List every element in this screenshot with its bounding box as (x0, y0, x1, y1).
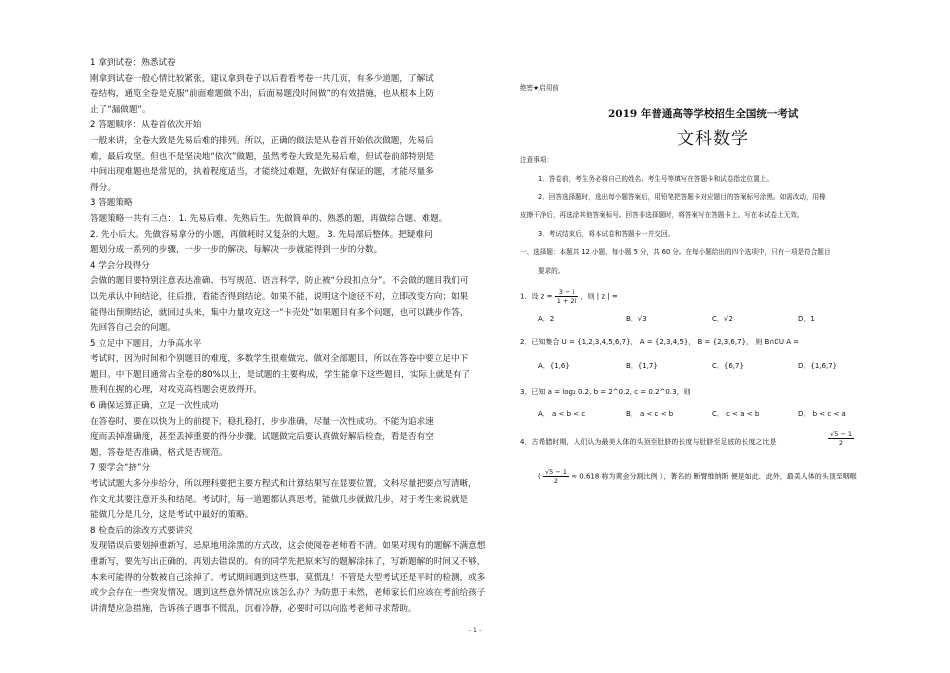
question-3: 3．已知 a = log₂ 0.2, b = 2^0.2, c = 0.2^0.3，则 (520, 388, 691, 396)
question-1 (520, 288, 618, 305)
exam-title: 2019 年普通高等学校招生全国统一考试 (608, 108, 799, 120)
question-4-cont: ( $\frac{√5 - 1}{2}$ ≈ 0.618 称为黄金分割比例 ），著名的 断臂维纳斯 便是如此．此外，最美人体的头顶至咽喉 (538, 468, 857, 485)
tips-line: 2 答题顺序：从卷首依次开始 (90, 120, 202, 131)
q1-option-b: B．√3 (626, 315, 647, 323)
tips-line: 以先承认中间结论，往后推，看能否得到结论。如果不能，说明这个途径不对，立即改变方向；如果 (90, 291, 469, 302)
tips-line: 刚拿到试卷一般心情比较紧张，建议拿到卷子以后看看考卷一共几页，有多少道题，了解试 (90, 73, 434, 84)
tips-line: 得分。 (90, 182, 116, 193)
tips-line: 发现错误后要划掉重新写，忌原地用涂黑的方式改，这会使阅卷老师看不清。如果对现有的题解不满意想 (90, 541, 486, 552)
subject-title: 文科数学 (677, 129, 749, 149)
page-number: - 1 - (468, 626, 482, 634)
q1-option-a: A．2 (538, 315, 555, 323)
tips-line: 度而丢掉准确度，甚至丢掉重要的得分步骤。试题做完后要认真做好解后检查，看是否有空 (90, 432, 434, 443)
tips-line: 考试时，因为时间和个别题目的难度，多数学生很难做完、做对全部题目，所以在答卷中要立足中下 (90, 354, 469, 365)
question-4-cont-text: ≈ 0.618 称为黄金分割比例 ），著名的 断臂维纳斯 便是如此．此外，最美人体的头顶至咽喉 (571, 472, 857, 481)
fraction-numerator: 3 − i (555, 288, 579, 297)
tips-line: 重新写，要先写出正确的，再划去错误的。有的同学先把原来写的题解涂抹了，写新题解的时间又不够， (90, 557, 486, 567)
question-2: 2．已知集合 U = {1,2,3,4,5,6,7}， A = {2,3,4,5}， B = {2,3,6,7}， 则 B∩∁U A = (520, 338, 800, 346)
tips-line: 中间出现难题也是常见的，执着程度适当，才能绕过难题，先做好有保证的题，才能尽量多 (90, 167, 434, 178)
tips-line: 作文尤其要注意开头和结尾。考试时，每一道题都认真思考，能做几步就做几步，对于考生来说就是 (90, 494, 469, 505)
fraction-denominator: 2 (838, 439, 844, 447)
tips-line: 胜利在握的心理，对攻克高档题会更放得开。 (90, 385, 262, 396)
fraction-numerator: √5 − 1 (830, 430, 852, 438)
notice-item-2a: 2．回答选择题时，选出每小题答案后，用铅笔把答题卡对应题目的答案标号涂黑。如需改动，用橡 (538, 193, 826, 201)
notice-item-2b: 皮擦干净后，再选涂其他答案标号。回答非选择题时，将答案写在答题卡上。写在本试卷上无效。 (520, 211, 804, 219)
tips-line: 一般来讲，全卷大致是先易后难的排列。所以，正确的做法是从卷首开始依次做题，先易后 (90, 135, 434, 146)
tips-line: 本来可能得的分数被自己涂掉了。考试期间遇到这些事，莫慌乱！不管是大型考试还是平时的检测，或多 (90, 572, 486, 583)
confidential-mark: 绝密★启用前 (520, 84, 559, 92)
fraction-denominator: 2 (553, 477, 559, 485)
q2-option-d: D．{1,6,7} (798, 362, 838, 370)
notice-item-1: 1．答卷前，考生务必将自己的姓名、考生号等填写在答题卡和试卷指定位置上。 (538, 175, 773, 183)
q3-option-d: D． b < c < a (798, 410, 846, 418)
tips-line: 7 要学会“挤”分 (90, 463, 151, 474)
section-one-heading-cont: 要求的。 (538, 267, 565, 275)
exam-tips-column (90, 56, 510, 617)
q1-option-c: C．√2 (712, 315, 733, 323)
tips-line: 在答卷时，要在以快为上的前提下，稳扎稳打，步步准确，尽量一次性成功。不能为追求速 (90, 416, 434, 427)
tips-line: 2. 先小后大。先做容易拿分的小题，再做耗时又复杂的大题。 3. 先局部后整体。把疑难问 (90, 229, 433, 240)
golden-ratio-fraction (828, 430, 854, 447)
fraction-numerator: √5 − 1 (544, 468, 567, 476)
tips-line: 止了“漏做题”。 (90, 104, 151, 115)
tips-line: 或少会存在一些突发情况。遇到这些意外情况应该怎么办？为防患于未然，老师家长们应该在考前给孩子 (90, 588, 486, 599)
question-1-fraction (555, 288, 579, 305)
tips-line: 题目。中下题目通常占全卷的80%以上，是试题的主要构成，学生能拿下这些题目，实际上就是有了 (90, 369, 471, 380)
tips-line: 题划分成一系列的步骤，一步一步的解决，每解决一步就能得到一步的分数。 (90, 245, 383, 256)
notice-heading: 注意事项： (520, 156, 553, 164)
tips-line: 6 确保运算正确，立足一次性成功 (90, 401, 219, 412)
tips-line: 能做几分是几分，这是考试中最好的策略。 (90, 510, 254, 521)
tips-line: 先回答自己会的问题。 (90, 323, 176, 334)
q2-option-b: B．{1,7} (626, 362, 658, 370)
question-1-suffix: ，则 | z | = (580, 292, 618, 301)
notice-item-3: 3．考试结束后，将本试卷和答题卡一并交回。 (538, 230, 675, 238)
tips-line: 考试试题大多分步给分，所以理科要把主要方程式和计算结果写在显要位置，文科尽量把要点写清晰， (90, 479, 477, 490)
q3-option-b: B． a < c < b (626, 410, 674, 418)
tips-line: 答题策略一共有三点： 1. 先易后难、先熟后生。先做简单的、熟悉的题，再做综合题、难题。 (90, 213, 448, 224)
q3-option-c: C． c < a < b (712, 410, 760, 418)
tips-line: 会做的题目要特别注意表达准确、书写规范、语言科学，防止被“分段扣点分”。不会做的题目我们可 (90, 276, 469, 287)
tips-line: 难，最后攻坚。但也不是坚决地“依次”做题，虽然考卷大致是先易后难，但试卷前部特别是 (90, 151, 435, 162)
tips-line: 题，答卷是否准确，格式是否规范。 (90, 447, 228, 458)
section-one-heading: 一、选择题：本题共 12 小题，每小题 5 分，共 60 分。在每小题给出的四个选项中，只有一项是符合题目 (520, 248, 831, 256)
tips-line: 卷结构，通览全卷是克服“前面难题做不出，后面易题没时间做”的有效措施，也从根本上防 (90, 89, 435, 100)
q2-option-a: A．{1,6} (538, 362, 570, 370)
tips-line: 4 学会分段得分 (90, 260, 150, 271)
tips-line: 讲清楚应急措施，告诉孩子遇事不慌乱，沉着冷静，必要时可以向监考老师寻求帮助。 (90, 603, 417, 614)
tips-line: 3 答题策略 (90, 198, 133, 209)
q2-option-c: C．{6,7} (712, 362, 744, 370)
question-4: 4．古希腊时期，人们认为最美人体的头顶至肚脐的长度与肚脐至足底的长度之比是 (520, 438, 777, 446)
q3-option-a: A． a < b < c (538, 410, 586, 418)
fraction-denominator: 1 + 2i (556, 297, 577, 305)
tips-line: 能得出预期结论，就回过头来，集中力量攻克这一“卡壳处”如果题目有多个问题，也可以跳步作答， (90, 307, 469, 318)
question-1-prefix: 1．设 z = (520, 292, 553, 301)
tips-line: 1 拿到试卷：熟悉试卷 (90, 58, 176, 68)
tips-line: 5 立足中下题目，力争高水平 (90, 338, 202, 349)
tips-line: 8 检查后的涂改方式要讲究 (90, 525, 193, 536)
q1-option-d: D．1 (798, 315, 815, 323)
